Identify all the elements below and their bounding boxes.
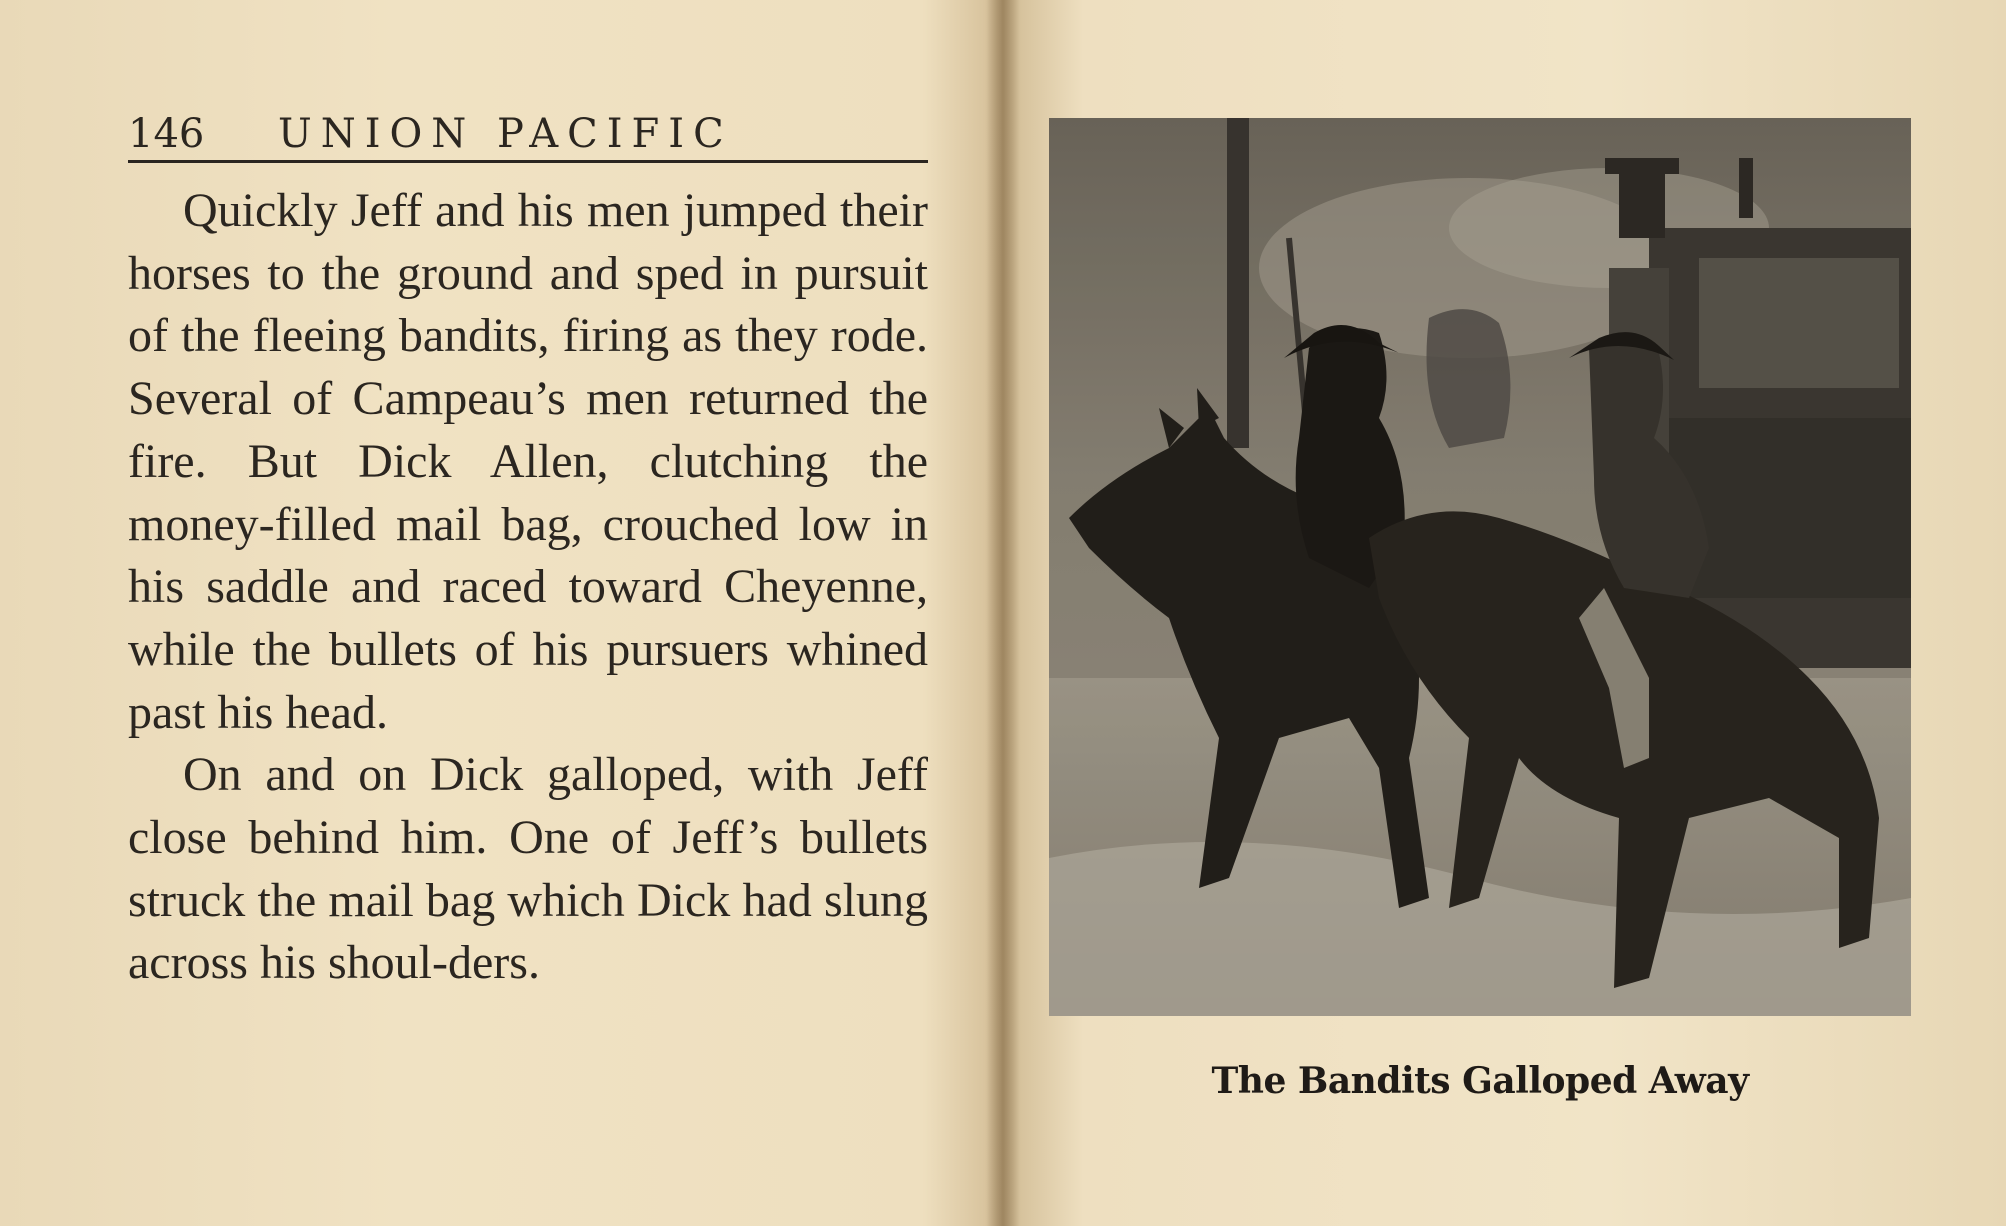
bandits-on-horseback-illustration — [1049, 118, 1911, 1016]
page-number: 146 — [128, 111, 205, 157]
running-head — [128, 108, 928, 163]
paragraph-1: Quickly Jeff and his men jumped their horses to the ground and sped in pursuit of the fleeing bandits, firing as they rode. Several of Campeau’s men returned the fire. But Dick Allen, clutching the money-filled mail bag, crouched low in his saddle and raced toward Cheyenne, while the bullets of his pursuers whined past his head. — [128, 184, 928, 739]
paragraph-2: On and on Dick galloped, with Jeff close behind him. One of Jeff’s bullets struck the mail bag which Dick had slung across his shoul-ders. — [128, 748, 928, 990]
right-page — [1003, 0, 2006, 1226]
illustration-drawing — [1049, 118, 1911, 1016]
body-text — [128, 180, 928, 995]
running-title: UNION PACIFIC — [278, 111, 733, 157]
left-page — [0, 0, 1000, 1226]
illustration-caption: The Bandits Galloped Away — [1211, 1060, 1749, 1102]
